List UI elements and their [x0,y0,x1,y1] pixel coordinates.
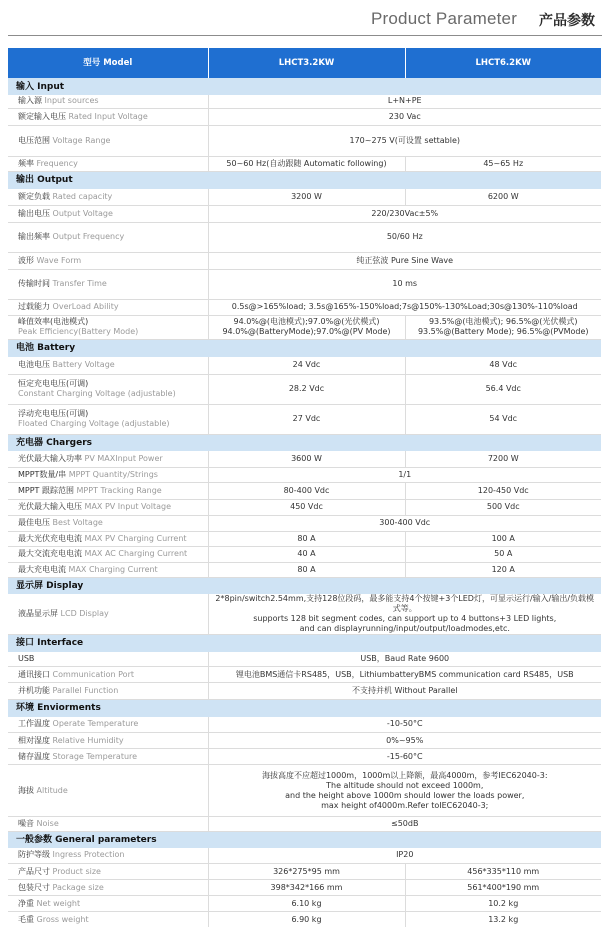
row-value-model-1: 6.90 kg [208,912,405,927]
row-value-model-2: 50 A [405,546,601,562]
row-value: 0.5s@>165%load; 3.5s@165%-150%load;7s@150%-130%Load;30s@130%-110%load [208,299,601,315]
section-header [8,339,601,357]
row-value-model-2 [405,315,601,339]
section-title: 输出 Output [8,171,601,189]
table-row [8,108,601,125]
row-label-cn: 输出电压 [18,208,50,218]
row-value-line: supports 128 bit segment codes, can support up to 4 buttons+3 LED lights, [253,614,557,623]
table-row [8,315,601,339]
row-label-en: Product size [52,866,101,876]
row-label-en: MAX Charging Current [68,564,158,574]
row-label [8,222,208,252]
row-value: 不支持并机 Without Parallel [208,683,601,700]
row-value-model-2: 54 Vdc [405,404,601,434]
table-row [8,404,601,434]
row-label [8,299,208,315]
row-value-model-1: 3200 W [208,189,405,205]
row-label [8,652,208,667]
table-row [8,95,601,108]
table-row [8,299,601,315]
row-label-en: Package size [52,882,104,892]
row-label-en: Operate Temperature [52,719,139,729]
row-label [8,896,208,912]
table-row [8,499,601,515]
row-label-cn: 电池电压 [18,360,50,370]
row-label-cn: MPPT 跟踪范围 [18,485,74,495]
row-label [8,733,208,749]
table-row [8,546,601,562]
table-row [8,125,601,156]
row-label [8,189,208,205]
table-row [8,357,601,374]
table-row [8,912,601,927]
section-header [8,635,601,652]
row-label [8,912,208,927]
row-value-model-2: 500 Vdc [405,499,601,515]
row-label-en: Output Voltage [52,208,113,218]
row-value-model-2: 120 A [405,562,601,577]
row-label-cn: 过载能力 [18,302,50,311]
section-header [8,434,601,451]
table-row [8,817,601,832]
row-label-cn: 电压范围 [18,135,50,145]
section-title: 充电器 Chargers [8,434,601,451]
row-label-cn: 工作温度 [18,719,50,729]
row-label-cn: 额定输入电压 [18,111,66,121]
row-label [8,467,208,482]
row-value: 230 Vac [208,108,601,125]
row-value: -15-60°C [208,749,601,765]
row-value-model-1: 398*342*166 mm [208,880,405,896]
row-value-model-1: 24 Vdc [208,357,405,374]
row-label [8,205,208,222]
row-value-line: 海拔高度不应超过1000m，1000m以上降额，最高4000m，参考IEC62040-3: [261,770,548,780]
table-row [8,880,601,896]
row-label [8,374,208,404]
row-label-cn: 最大交流充电电流 [18,549,82,558]
row-label-en: Battery Voltage [52,360,115,370]
row-value-line: The altitude should not exceed 1000m, [326,780,484,790]
row-label-en: Rated capacity [52,191,113,201]
row-label-en: Relative Humidity [52,735,124,745]
row-label [8,667,208,683]
row-value-line: max height of4000m.Refer toIEC62040-3; [321,800,489,810]
row-label-cn: 传输时间 [18,279,50,288]
row-label-cn: 输出频率 [18,232,50,241]
row-label-en: Altitude [36,785,68,795]
row-value: USB，Baud Rate 9600 [208,652,601,667]
row-label-en: Ingress Protection [52,850,125,860]
row-label-cn: 波形 [18,255,34,265]
row-label-cn: 防护等级 [18,850,50,860]
spec-body [8,78,601,927]
row-label-cn: 光伏最大输入电压 [18,502,82,511]
section-title: 输入 Input [8,78,601,95]
table-row [8,652,601,667]
row-label-en: MAX PV Charging Current [84,533,187,543]
row-label-en: Floated Charging Voltage (adjustable) [18,419,170,428]
row-label-en: MAX PV Input Voltage [84,502,172,511]
table-row [8,467,601,482]
section-header [8,78,601,95]
row-label [8,765,208,817]
row-label-en: Best Voltage [52,518,103,527]
row-label [8,717,208,733]
row-label-en: Parallel Function [52,686,119,695]
row-label [8,482,208,499]
row-label-cn: 最大充电电流 [18,564,66,574]
row-label [8,531,208,546]
table-row [8,515,601,531]
page-title-en: Product Parameter [371,9,518,28]
row-value: -10-50°C [208,717,601,733]
section-title: 电池 Battery [8,339,601,357]
section-title: 显示屏 Display [8,577,601,594]
row-label-cn: 额定负载 [18,191,50,201]
table-row [8,205,601,222]
table-row [8,896,601,912]
row-value-model-1: 80 A [208,562,405,577]
table-row [8,594,601,635]
table-row [8,667,601,683]
header-model-2: LHCT6.2KW [405,48,601,78]
row-label-en: Output Frequency [52,232,125,241]
row-label-cn: 净重 [18,898,34,908]
spec-table [8,48,601,927]
row-value-model-1: 50~60 Hz(自动跟随 Automatic following) [208,156,405,171]
row-label [8,451,208,467]
row-label-cn: 产品尺寸 [18,866,50,876]
row-value [208,765,601,817]
row-label-en: Storage Temperature [52,751,138,761]
row-label-en: Rated Input Voltage [68,111,148,121]
row-label-cn: 最大光伏充电电流 [18,533,82,543]
title-divider [8,35,602,36]
row-value-line: 93.5%@(电池模式); 96.5%@(光伏模式) [428,317,578,326]
row-label-cn: 液晶显示屏 [18,609,58,618]
row-value-model-2: 7200 W [405,451,601,467]
row-label [8,315,208,339]
row-label-en: Net weight [36,898,81,908]
table-row [8,864,601,880]
row-value: ≤50dB [208,817,601,832]
row-value-model-1: 3600 W [208,451,405,467]
row-label-en: Noise [36,819,59,828]
row-value: 纯正弦波 Pure Sine Wave [208,252,601,269]
row-label-en: OverLoad Ability [52,302,119,311]
row-value-line: and can displayrunning/input/output/loadmodes,etc. [299,624,510,633]
row-value-model-2: 561*400*190 mm [405,880,601,896]
section-header [8,832,601,848]
row-label-cn: USB [18,653,35,663]
row-label [8,515,208,531]
row-value-model-2: 120-450 Vdc [405,482,601,499]
row-label-en: Communication Port [52,669,135,679]
row-value-model-1: 27 Vdc [208,404,405,434]
section-header [8,171,601,189]
row-value-model-2: 100 A [405,531,601,546]
title-bar [0,0,605,40]
row-label-en: Gross weight [36,914,89,924]
row-label-en: Frequency [36,158,78,168]
row-label-cn: 包装尺寸 [18,882,50,892]
table-row [8,374,601,404]
row-label [8,252,208,269]
row-value-model-1 [208,315,405,339]
row-label-en: Input sources [44,96,99,106]
row-value-line: 94.0%@(电池模式);97.0%@(光伏模式) [233,317,380,326]
row-label [8,683,208,700]
row-label [8,848,208,864]
table-row [8,222,601,252]
row-label-cn: 频率 [18,158,34,168]
row-value: 50/60 Hz [208,222,601,252]
row-value-model-2: 6200 W [405,189,601,205]
section-header [8,700,601,717]
row-value-model-2: 13.2 kg [405,912,601,927]
row-label-cn: 通讯接口 [18,669,50,679]
row-value-model-2: 56.4 Vdc [405,374,601,404]
row-label [8,749,208,765]
row-label [8,499,208,515]
row-label-en: LCD Display [60,609,109,618]
row-label [8,594,208,635]
table-row [8,482,601,499]
row-value-model-2: 10.2 kg [405,896,601,912]
row-label-cn: 并机功能 [18,686,50,695]
row-label-en: Constant Charging Voltage (adjustable) [18,389,176,398]
section-title: 一般参数 General parameters [8,832,601,848]
row-label-en: Wave Form [36,255,82,265]
row-label-cn: 恒定充电电压(可调) [18,379,89,388]
row-value: 220/230Vac±5% [208,205,601,222]
table-header [8,48,601,78]
row-value: L+N+PE [208,95,601,108]
row-label [8,880,208,896]
row-label-cn: 噪音 [18,819,34,828]
header-model-label: 型号 Model [8,48,208,78]
header-model-1: LHCT3.2KW [208,48,405,78]
row-label [8,546,208,562]
row-label [8,864,208,880]
table-row [8,252,601,269]
table-row [8,717,601,733]
row-label-cn: 最佳电压 [18,518,50,527]
row-value-model-1: 80-400 Vdc [208,482,405,499]
row-value: 170~275 V(可设置 settable) [208,125,601,156]
table-row [8,189,601,205]
table-row [8,562,601,577]
row-label [8,357,208,374]
row-value-model-2: 456*335*110 mm [405,864,601,880]
row-value: 0%~95% [208,733,601,749]
row-value: 300-400 Vdc [208,515,601,531]
row-label-cn: 输入源 [18,96,42,106]
table-row [8,156,601,171]
row-label-cn: 相对湿度 [18,735,50,745]
row-value-line: 94.0%@(BatteryMode);97.0%@(PV Mode) [222,327,391,336]
table-row [8,451,601,467]
row-label [8,125,208,156]
row-value-model-1: 450 Vdc [208,499,405,515]
row-label [8,404,208,434]
row-value-model-1: 40 A [208,546,405,562]
row-value: 1/1 [208,467,601,482]
row-value-model-1: 326*275*95 mm [208,864,405,880]
row-label-cn: 海拔 [18,785,34,795]
row-label-en: Peak Efficiency(Battery Mode) [18,327,139,336]
section-header [8,577,601,594]
row-label-en: Voltage Range [52,135,111,145]
row-label-en: PV MAXInput Power [84,453,163,463]
row-label [8,108,208,125]
row-label [8,562,208,577]
row-value: 锂电池BMS通信卡RS485，USB，LithiumbatteryBMS communication card RS485，USB [208,667,601,683]
row-label [8,269,208,299]
row-label-cn: 峰值效率(电池模式) [18,317,89,326]
row-value: 10 ms [208,269,601,299]
row-label [8,817,208,832]
table-row [8,848,601,864]
row-label-en: MPPT Quantity/Strings [68,469,158,479]
row-value-model-1: 28.2 Vdc [208,374,405,404]
table-row [8,765,601,817]
table-row [8,683,601,700]
row-label-cn: 毛重 [18,914,34,924]
row-value-line: 93.5%@(Battery Mode); 96.5%@(PVMode) [417,327,589,336]
row-value-model-1: 80 A [208,531,405,546]
row-value: IP20 [208,848,601,864]
section-title: 接口 Interface [8,635,601,652]
page-title-cn: 产品参数 [539,13,595,29]
row-label-cn: 储存温度 [18,751,50,761]
row-label-en: Transfer Time [52,279,107,288]
row-label-cn: MPPT数量/串 [18,469,67,479]
row-label-cn: 光伏最大输入功率 [18,453,82,463]
section-title: 环境 Enviorments [8,700,601,717]
row-value-model-1: 6.10 kg [208,896,405,912]
row-value-line: 2*8pin/switch2.54mm,支持128位段码，最多能支持4个按键+3个LED灯，可显示运行/输入/输出/负载模式等。 [215,594,595,613]
row-label-cn: 浮动充电电压(可调) [18,409,89,418]
table-row [8,733,601,749]
table-row [8,269,601,299]
table-row [8,531,601,546]
row-value-line: and the height above 1000m should lower the loads power, [285,790,525,800]
row-label-en: MAX AC Charging Current [84,549,188,558]
row-label-en: MPPT Tracking Range [76,485,162,495]
row-label [8,95,208,108]
row-value-model-2: 48 Vdc [405,357,601,374]
table-row [8,749,601,765]
row-value [208,594,601,635]
row-label [8,156,208,171]
row-value-model-2: 45~65 Hz [405,156,601,171]
